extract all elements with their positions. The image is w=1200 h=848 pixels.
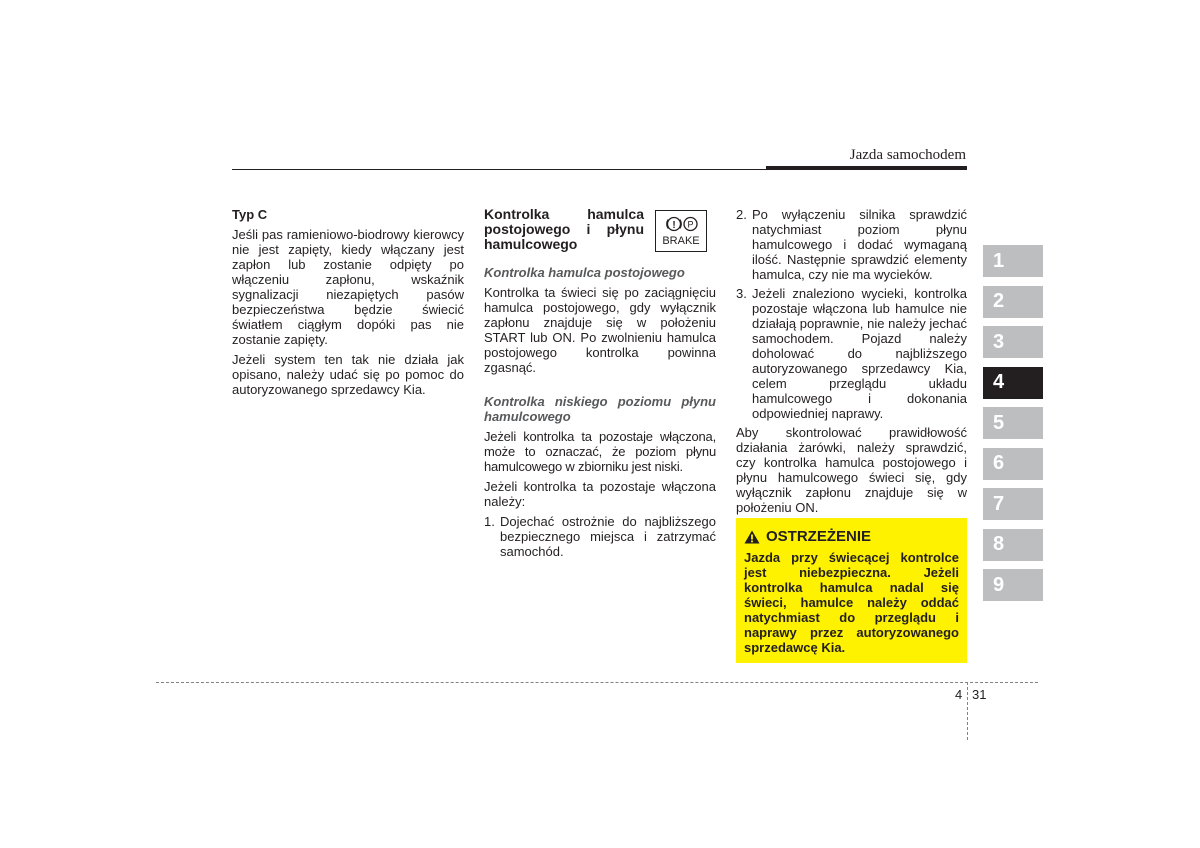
paragraph: Jeśli pas ramieniowo-biodrowy kierowcy nie jest zapięty, kiedy włączany jest zapłon lub zostanie odpięty po włączeniu zapłonu, wskaźnik sygnalizacji niezapiętych pasów bezpieczeństwa będzie świecić światłem ciągłym dopóki pas nie zostanie zapięty. [232,227,464,347]
header-rule-accent [766,166,967,170]
chapter-tab-2[interactable]: 2 [983,286,1043,318]
running-header-title: Jazda samochodem [849,147,966,163]
warning-text: Jazda przy świecącej kontrolce jest niebezpieczna. Jeżeli kontrolka hamulca nadal się świeci, hamulce należy oddać natychmiast do przeglądu i naprawy przez autoryzowanego sprzedawcę Kia. [744,550,959,655]
chapter-tab-8[interactable]: 8 [983,529,1043,561]
paragraph: Jeżeli kontrolka ta pozostaje włączona, może to oznaczać, że poziom płynu hamulcowego w zbiorniku jest niski. [484,429,716,474]
subheading-parking-brake: Kontrolka hamulca postojowego [484,265,685,280]
brake-circle-icons [666,215,698,233]
paragraph: Jeżeli kontrolka ta pozostaje włączona należy: [484,479,716,509]
chapter-tab-3[interactable]: 3 [983,326,1043,358]
chapter-tab-4-active[interactable]: 4 [983,367,1043,399]
chapter-tab-9[interactable]: 9 [983,569,1043,601]
header-rule [232,169,766,170]
paragraph: Kontrolka ta świeci się po zaciągnięciu hamulca postojowego, gdy wyłącznik zapłonu znajduje się w położeniu START lub ON. Po zwolnieniu hamulca postojowego kontrolka powinna zgasnąć. [484,285,716,375]
list-text: Po wyłączeniu silnika sprawdzić natychmiast poziom płynu hamulcowego i dodać wymaganą ilość. Następnie sprawdzić elementy hamulca, czy nie ma wycieków. [752,207,967,282]
list-text: Jeżeli znaleziono wycieki, kontrolka pozostaje włączona lub hamulce nie działają poprawnie, nie należy jechać samochodem. Pojazd należy doholować do najbliższego autoryzowanego sprzedawcy Kia, celem przeglądu układu hamulcowego i dokonania odpowiedniej naprawy. [752,286,967,421]
svg-text:!: ! [672,220,676,231]
chapter-tab-1[interactable]: 1 [983,245,1043,277]
list-item [484,514,716,559]
subheading-brake-fluid: Kontrolka niskiego poziomu płynu hamulcowego [484,394,716,424]
chapter-tab-6[interactable]: 6 [983,448,1043,480]
warning-title [744,528,959,545]
paragraph: Aby skontrolować prawidłowość działania żarówki, należy sprawdzić, czy kontrolka hamulca postojowego i płynu hamulcowego świeci się, gdy wyłącznik zapłonu znajduje się w położeniu ON. [736,425,967,515]
chapter-tabs [983,245,1043,610]
footer-page-number: 31 [972,687,987,702]
chapter-tab-5[interactable]: 5 [983,407,1043,439]
column-2 [484,207,716,563]
list-number: 2. [736,207,747,222]
footer-divider [967,682,968,740]
brake-label: BRAKE [662,235,700,247]
warning-triangle-icon [744,530,760,544]
column-3 [736,207,967,520]
svg-text:P: P [687,219,694,230]
footer-rule [156,682,1038,683]
list-item [736,207,967,282]
list-number: 1. [484,514,495,529]
list-text: Dojechać ostrożnie do najbliższego bezpiecznego miejsca i zatrzymać samochód. [500,514,716,559]
footer-chapter-number: 4 [955,687,963,702]
brake-warning-icon [655,210,707,252]
section-heading-typ-c: Typ C [232,207,268,222]
list-item [736,286,967,421]
column-1 [232,207,464,402]
paragraph: Jeżeli system ten tak nie działa jak opisano, należy udać się po pomoc do autoryzowanego sprzedawcy Kia. [232,352,464,397]
warning-title-text: OSTRZEŻENIE [766,528,872,545]
section-heading-brake-warning: Kontrolka hamulca postojowego i płynu hamulcowego [484,206,644,252]
warning-box [736,518,967,663]
chapter-tab-7[interactable]: 7 [983,488,1043,520]
list-number: 3. [736,286,747,301]
